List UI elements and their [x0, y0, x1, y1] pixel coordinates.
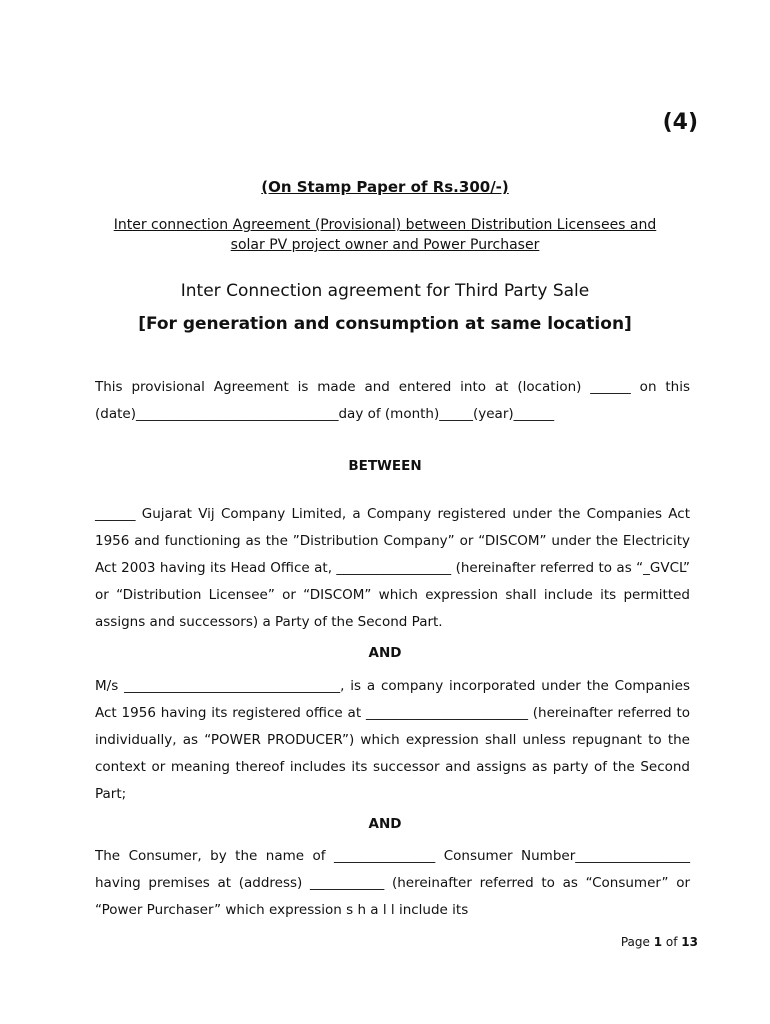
agreement-subtitle [0, 215, 770, 255]
between-heading: BETWEEN [348, 458, 422, 474]
stamp-note: (On Stamp Paper of Rs.300/-) [261, 178, 509, 196]
page-number-label: (4) [662, 110, 698, 135]
page-footer [621, 935, 698, 949]
document-title: Inter Connection agreement for Third Party Sale [180, 281, 590, 301]
footer-of: of [665, 935, 678, 949]
document-title-sub: [For generation and consumption at same location] [138, 314, 632, 334]
discom-paragraph: ______ Gujarat Vij Company Limited, a Company registered under the Companies Act 1956 and functioning as the ”Distribution Company” or “DISCOM” under the Electricity Act 2003 having its Head Office at, _________________ (hereinafter referred to as “_GVCL” or “Distribution Licensee” or “DISCOM” which expression shall include its permitted assigns and successors) a Party of the Second Part. [95, 506, 690, 630]
and-heading-1: AND [368, 645, 402, 661]
subtitle-line-2: solar PV project owner and Power Purchaser [230, 237, 540, 253]
footer-prefix: Page [620, 935, 650, 949]
consumer-paragraph: The Consumer, by the name of _______________ Consumer Number_________________ having premises at (address) ___________ (hereinafter referred to as “Consumer” or “Power Purchaser” which expression s h a l l include its [95, 848, 690, 918]
and-heading-2: AND [368, 816, 402, 832]
footer-current-page: 1 [653, 935, 663, 949]
intro-paragraph: This provisional Agreement is made and entered into at (location) ______ on this (date)______________________________day of (month)_____(year)______ [95, 379, 690, 422]
producer-paragraph: M/s ________________________________, is a company incorporated under the Companies Act 1956 having its registered office at ________________________ (hereinafter referred to individually, as “POWER PRODUCER”) which expression shall unless repugnant to the context or meaning thereof includes its successor and assigns as party of the Second Part; [95, 678, 690, 802]
subtitle-line-1: Inter connection Agreement (Provisional) between Distribution Licensees and [113, 217, 657, 233]
footer-total-pages: 13 [681, 935, 698, 949]
